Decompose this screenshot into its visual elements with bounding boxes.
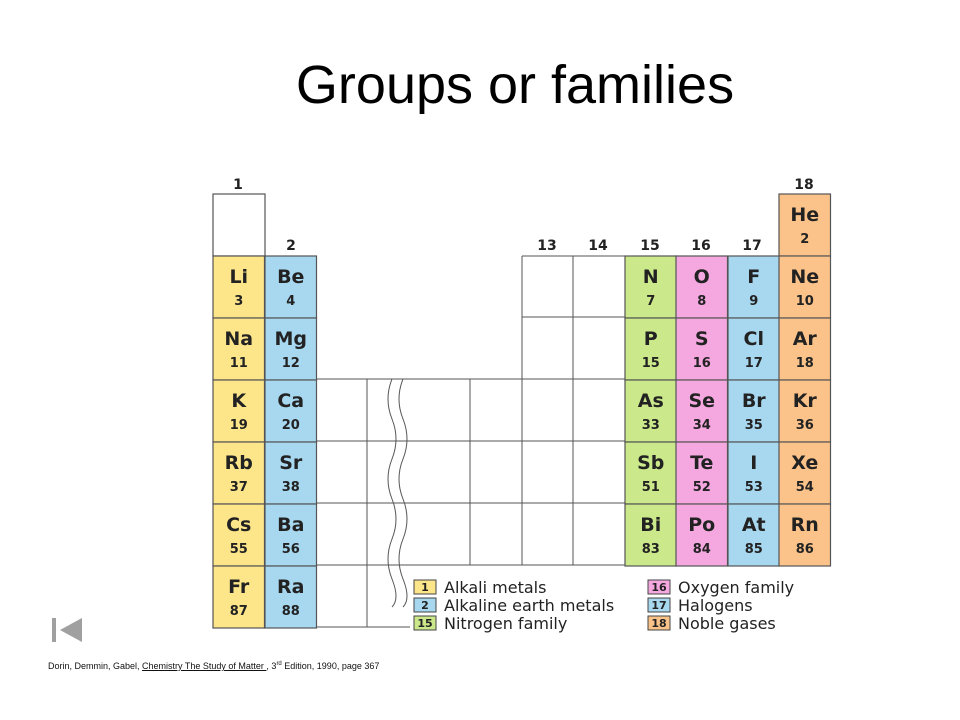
element-symbol: P (643, 328, 658, 350)
element-symbol: Ra (277, 576, 305, 598)
group-label-2: 2 (286, 238, 296, 254)
element-cell-he (779, 194, 831, 256)
element-cell-ar (779, 318, 831, 380)
slide-title: Groups or families (295, 55, 735, 115)
element-cell-p (625, 318, 677, 380)
element-symbol: I (750, 452, 758, 474)
element-cell-br (728, 380, 780, 442)
element-symbol: F (747, 266, 761, 288)
element-cell-ne (779, 256, 831, 318)
element-cell-k (213, 380, 265, 442)
element-number: 19 (229, 418, 248, 433)
group-label-17: 17 (742, 238, 762, 254)
group-label-13: 13 (537, 238, 557, 254)
citation-edition-pre: , 3 (266, 661, 277, 671)
element-symbol: Ar (792, 328, 817, 350)
element-symbol: O (693, 266, 710, 288)
group-label-14: 14 (588, 238, 608, 254)
element-number: 3 (234, 294, 244, 309)
element-cell-n (625, 256, 677, 318)
element-symbol: Ne (790, 266, 820, 288)
element-cell-o (676, 256, 728, 318)
legend-label: Alkali metals (444, 578, 547, 597)
citation (48, 661, 379, 671)
element-number: 51 (641, 480, 660, 495)
element-cell-bi (625, 504, 677, 566)
element-symbol: Br (741, 390, 766, 412)
legend-item-17 (648, 596, 753, 615)
element-number: 20 (281, 418, 300, 433)
element-number: 18 (795, 356, 814, 371)
element-cell-xe (779, 442, 831, 504)
citation-edition-sup: rd (276, 661, 282, 667)
legend-number: 15 (417, 617, 433, 630)
element-cell-sr (265, 442, 317, 504)
element-cell-te (676, 442, 728, 504)
element-number: 8 (697, 294, 707, 309)
element-cell-rn (779, 504, 831, 566)
element-cell-se (676, 380, 728, 442)
element-symbol: Cs (226, 514, 252, 536)
citation-edition-post: Edition, 1990, page 367 (281, 661, 380, 671)
legend (414, 578, 794, 633)
element-number: 9 (749, 294, 759, 309)
legend-item-15 (414, 614, 567, 633)
element-number: 53 (744, 480, 763, 495)
legend-item-16 (648, 578, 794, 597)
element-symbol: Te (690, 452, 714, 474)
element-cell-mg (265, 318, 317, 380)
element-number: 83 (641, 542, 660, 557)
element-cell-as (625, 380, 677, 442)
transition-gap (317, 256, 625, 627)
element-number: 11 (229, 356, 248, 371)
element-symbol: Bi (640, 514, 662, 536)
legend-number: 16 (651, 581, 667, 594)
element-cell-rb (213, 442, 265, 504)
element-number: 4 (286, 294, 296, 309)
element-cell-s (676, 318, 728, 380)
element-symbol: Se (688, 390, 716, 412)
element-symbol: Be (277, 266, 305, 288)
legend-label: Alkaline earth metals (444, 596, 615, 615)
element-number: 52 (692, 480, 711, 495)
element-number: 85 (744, 542, 763, 557)
element-number: 12 (281, 356, 300, 371)
element-number: 88 (281, 604, 300, 619)
element-symbol: Sb (637, 452, 665, 474)
element-cell-cs (213, 504, 265, 566)
element-number: 37 (229, 480, 248, 495)
legend-item-1 (414, 578, 546, 597)
legend-label: Halogens (678, 596, 753, 615)
element-cell-ra (265, 566, 317, 628)
element-number: 36 (795, 418, 814, 433)
element-cell-i (728, 442, 780, 504)
element-symbol: Sr (279, 452, 303, 474)
element-cell-ba (265, 504, 317, 566)
element-symbol: Li (229, 266, 249, 288)
element-symbol: Mg (274, 328, 308, 350)
legend-number: 18 (651, 617, 667, 630)
legend-number: 1 (421, 581, 429, 594)
element-cell-fr (213, 566, 265, 628)
element-cell-f (728, 256, 780, 318)
group-label-18: 18 (794, 177, 814, 193)
citation-authors: Dorin, Demmin, Gabel, (48, 661, 143, 671)
element-cell-kr (779, 380, 831, 442)
element-symbol: Po (688, 514, 716, 536)
legend-item-2 (414, 596, 614, 615)
element-cell-at (728, 504, 780, 566)
citation-book[interactable]: Chemistry The Study of Matter (142, 661, 267, 671)
legend-number: 2 (421, 599, 429, 612)
element-number: 34 (692, 418, 711, 433)
element-symbol: K (231, 390, 247, 412)
element-symbol: He (790, 204, 820, 226)
group-label-1: 1 (233, 177, 243, 193)
legend-number: 17 (651, 599, 667, 612)
element-symbol: Rb (224, 452, 253, 474)
legend-item-18 (648, 614, 776, 633)
element-cell-be (265, 256, 317, 318)
element-symbol: Xe (791, 452, 819, 474)
element-symbol: Cl (743, 328, 764, 350)
legend-label: Nitrogen family (444, 614, 568, 633)
element-number: 35 (744, 418, 763, 433)
element-number: 33 (641, 418, 660, 433)
element-number: 56 (281, 542, 300, 557)
element-number: 86 (795, 542, 814, 557)
element-number: 54 (795, 480, 814, 495)
element-symbol: Kr (792, 390, 817, 412)
element-cell-sb (625, 442, 677, 504)
element-number: 7 (646, 294, 656, 309)
element-symbol: Na (224, 328, 254, 350)
element-cell-li (213, 256, 265, 318)
group-label-15: 15 (640, 238, 660, 254)
element-cell-na (213, 318, 265, 380)
legend-label: Noble gases (678, 614, 776, 633)
element-cell-cl (728, 318, 780, 380)
element-symbol: As (637, 390, 664, 412)
first-slide-icon[interactable] (50, 615, 84, 645)
element-symbol: S (694, 328, 709, 350)
element-cell-po (676, 504, 728, 566)
element-number: 87 (229, 604, 248, 619)
element-number: 17 (744, 356, 763, 371)
element-number: 16 (692, 356, 711, 371)
element-number: 55 (229, 542, 248, 557)
hydrogen-cell (213, 194, 265, 256)
element-symbol: Rn (790, 514, 819, 536)
element-symbol: N (642, 266, 659, 288)
element-cell-ca (265, 380, 317, 442)
element-symbol: At (741, 514, 766, 536)
element-symbol: Ba (277, 514, 305, 536)
element-number: 10 (795, 294, 814, 309)
element-number: 38 (281, 480, 300, 495)
element-number: 15 (641, 356, 660, 371)
legend-label: Oxygen family (678, 578, 795, 597)
group-label-16: 16 (691, 238, 711, 254)
element-symbol: Fr (228, 576, 250, 598)
element-symbol: Ca (277, 390, 305, 412)
element-number: 2 (800, 232, 810, 247)
element-number: 84 (692, 542, 711, 557)
